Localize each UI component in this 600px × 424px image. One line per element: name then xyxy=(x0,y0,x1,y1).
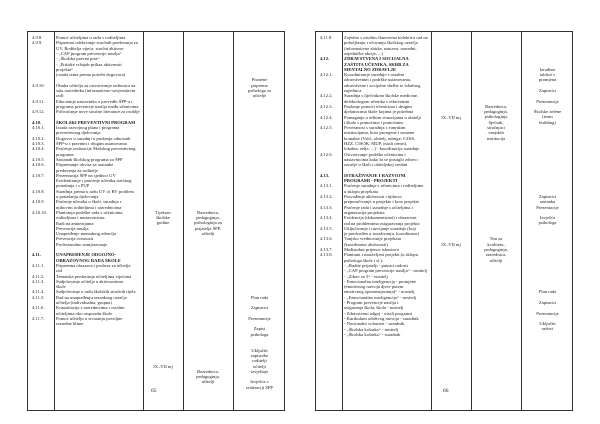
activity-text: Sudjelovanje učitelja u aktivnostima xyxy=(56,278,123,284)
evaluation-cell-line: Prezentacije xyxy=(536,204,559,210)
activity-text: - Program prevencije nasilja i xyxy=(344,300,399,305)
responsible-cell xyxy=(471,104,521,141)
responsible-cell-line: kvalitetu, xyxy=(487,241,505,247)
activity-number: 4.9.11. xyxy=(32,98,45,104)
right-page-number: 66 xyxy=(443,388,449,394)
column-divider xyxy=(471,32,472,410)
activity-text: i škole s pomoćima i pomoćnim xyxy=(344,119,403,125)
activity-text: organizacija projekata xyxy=(344,209,385,215)
evaluation-cell-line: Školske zelene xyxy=(533,109,562,115)
activity-text: - „CAP program prevencije nasilja“ xyxy=(56,50,122,56)
activity-number: 4.9.10. xyxy=(32,82,45,88)
time-frame-cell-line: školske xyxy=(156,215,170,221)
responsible-cell-line: stručnjaci xyxy=(487,125,505,131)
responsible-cell-line: pedagoginja, xyxy=(484,109,508,115)
activity-number: 4.11.3. xyxy=(32,278,45,284)
activity-number: 4.10.6. xyxy=(32,162,45,168)
activity-text: Sastanak školskog programa za ŠPP xyxy=(56,156,123,162)
responsible-cell-line: institucija xyxy=(486,135,506,141)
activity-number: 4.10.5. xyxy=(32,156,45,162)
evaluation-cell-line: Zapisnici xyxy=(538,87,557,93)
activity-text: - „Pritiske vršnjak-prikaz aktivnosti xyxy=(56,61,122,67)
activity-text: Izrada razvojnog plana i programa xyxy=(56,125,120,131)
evaluation-cell-line: izvještaje xyxy=(250,368,269,374)
responsible-cell-line: psihologinja za xyxy=(194,220,222,226)
responsible-cell-line: pedagoginja, xyxy=(196,215,220,221)
evaluation-cell-line: (team xyxy=(542,114,553,120)
activity-text: - „CAP program prevencije nasilja“ - nositelj xyxy=(344,268,428,274)
activity-text: je predvođen u istraživanju, koordinator) xyxy=(344,231,420,237)
activity-text: Prezentacija ŠPP na sjednici UV xyxy=(56,172,116,178)
activity-number: 4.10.7. xyxy=(32,172,45,178)
activity-text: Ostvarivanje podrške učenicima i xyxy=(344,151,406,157)
column-divider xyxy=(431,32,432,410)
activity-number: 4.13. xyxy=(320,172,330,178)
activity-text: ZAŠTITA UČENIKA, SKRB ZA xyxy=(344,61,409,67)
activity-text: zdravstvenim i podrške ustanovama, xyxy=(344,77,412,83)
responsible-cell-line: prijatelja ŠPP, xyxy=(195,225,221,231)
responsible-cell-line: Razrednica, xyxy=(197,209,219,215)
activity-number: 4.10. xyxy=(32,119,42,125)
activity-text: Vanjsko vrednovanje projekata xyxy=(344,236,401,242)
activity-text: Planiranja podrške rada s učenicima, xyxy=(56,209,124,215)
activity-number: 4.9.9. xyxy=(32,40,43,46)
activity-number: 4.13.2. xyxy=(320,194,333,199)
activity-text: Pripremna obrazaca i poslova za učitelja xyxy=(56,262,131,268)
activity-text: Profesionalno usmjeravanje xyxy=(56,241,108,247)
activity-number: 4.9.8. xyxy=(32,35,43,40)
activity-text: Planirani i nastavljeni projekti (u sklopu xyxy=(344,252,418,258)
right-activity-table xyxy=(315,31,573,411)
activity-text: ponašanja i s PUP xyxy=(56,183,90,189)
activity-number: 4.10.9. xyxy=(32,199,45,205)
evaluation-cell-line: Zapisi xyxy=(253,326,266,332)
activity-number: 4.11.2. xyxy=(32,273,45,279)
responsible-cell-line: učitelji xyxy=(201,379,215,385)
activity-text: - „Školska pravna pisa“ xyxy=(56,56,100,62)
activity-text: - „Zdrav za 5“ - nositelj xyxy=(344,273,388,279)
activity-text: Konzultacija s razrednicima i ostalim xyxy=(56,305,125,311)
activity-text: Pomoć učitelju u stvaranju povoljne xyxy=(56,315,123,321)
activity-text: MENTALNO ZDRAVLJE xyxy=(344,66,397,72)
time-frame-cell-line: IX–VII mj xyxy=(153,363,173,369)
activity-text: učitelja (individualna, grupna) xyxy=(56,300,112,305)
evaluation-cell-line: učitelje xyxy=(252,93,267,99)
activity-text: HZZ, CISOK, MUP, ostali centri), xyxy=(344,141,408,146)
activity-text: Prevencija nasilja xyxy=(56,225,89,231)
evaluation-cell-line: Zapisnici xyxy=(538,194,557,199)
activity-text: - „Emocionalna inteligencija“ - nositelj xyxy=(344,294,417,300)
activity-text: Pružanje pomoći učenicima i drugim xyxy=(344,103,412,109)
activity-text: Pripremai održavanje stručnih predavanja za xyxy=(56,40,138,46)
activity-text: UV, Roditelja vijeća, stručni aktivne: xyxy=(56,45,125,51)
evaluation-cell-line: Uključiti xyxy=(251,347,268,353)
activity-text: programa xyxy=(56,151,74,157)
evaluation-cell-line: zapisnike xyxy=(250,352,269,358)
evaluation-cell xyxy=(233,77,286,98)
activity-text: Unapređenje mentalnog zdravlja xyxy=(56,231,116,237)
activity-text: psihologa škole i sl.): xyxy=(344,257,384,263)
evaluation-cell-line: Izvješća xyxy=(539,215,556,221)
evaluation-cell-line: realizaciji ŠPP xyxy=(246,384,273,390)
activity-number: 4.10.2. xyxy=(32,135,45,141)
time-frame-cell-line: IX–VII mj xyxy=(441,241,461,247)
responsible-cell-line: Razrednica, xyxy=(197,368,219,374)
activity-text: Prihvaćanje nove stručne literature za osoblje xyxy=(56,109,140,115)
responsible-cell-line: Razrednica, xyxy=(485,103,507,109)
activity-number: 4.11.7. xyxy=(32,315,45,321)
activity-text: Suradnja prema u radu UV i/i RV problem xyxy=(56,188,134,194)
left-activity-table xyxy=(27,31,285,411)
activity-text: Praćenje učenika u školi, suradnja s xyxy=(56,199,122,205)
time-frame-cell-line: IX–VII mj xyxy=(441,114,461,120)
activity-text: - Nacionalni volonteri - suradnik xyxy=(344,321,405,327)
activity-text: Dogovor o suradnji u pružanju odnosnih xyxy=(56,135,131,141)
activity-number: 4.9.12. xyxy=(32,109,45,115)
responsible-cell-line: pedagoginja, xyxy=(484,246,508,252)
activity-text: Pomoć učiteljima u radu s roditeljima xyxy=(56,35,126,40)
evaluation-cell-line: building) xyxy=(539,119,556,125)
activity-number: 4.13.3. xyxy=(320,204,333,210)
activity-text: PROGRAMI - PROJEKTI xyxy=(344,178,398,184)
activity-text: - Emocionalna inteligencija - promjene xyxy=(344,278,416,284)
evaluation-cell-line: Izvješća o xyxy=(250,379,269,385)
activity-number: 4.12. xyxy=(320,56,330,62)
activity-text: ŠPP-u s pravnim i drugim ustanovama xyxy=(56,141,127,146)
activity-text: Educiranje nastavnika o provedbi ŠPP-a i xyxy=(56,98,133,104)
activity-text: preventivnog djelovanja xyxy=(56,130,101,136)
activity-text: emotivnog opismenjavanja)“ - nositelj xyxy=(344,289,415,295)
activity-text: Rad na unapređenju razrednog ozračja xyxy=(56,294,127,300)
evaluation-cell-line: Prezentacije xyxy=(248,315,271,321)
activity-text: Povezanost s suradnja s vanjskim xyxy=(344,125,406,131)
evaluation-cell xyxy=(233,295,286,337)
evaluation-cell-line: Plan rada xyxy=(538,289,557,295)
activity-number: 4.13.7. xyxy=(320,247,333,252)
activity-text: Radi na amnezijama xyxy=(56,220,94,226)
activity-text: programa prevencije nasilja među učenicima xyxy=(56,103,139,109)
time-frame-cell xyxy=(431,115,471,120)
activity-text: (informativne zbirke, nastavu, razredni, xyxy=(344,45,417,51)
activity-text: ZDRAVSTVENA I SOCIJALNA xyxy=(344,56,409,62)
time-frame-cell xyxy=(143,210,183,226)
activity-text: - „Školska košarka“ - nositelj xyxy=(344,326,399,332)
evaluation-cell-line: Izrađene xyxy=(539,66,556,72)
activity-text: projekta“ xyxy=(56,66,74,72)
right-page xyxy=(300,0,600,424)
activity-number: 4.11.8. xyxy=(320,35,333,40)
evaluation-cell-line: Prezentacije xyxy=(536,98,559,104)
evaluation-cell xyxy=(521,289,574,331)
activity-text: škole xyxy=(56,284,66,290)
responsible-cell-line: pedagoginja, xyxy=(196,374,220,380)
responsible-cell-line: liječnik, xyxy=(488,119,504,125)
activity-text: rad) xyxy=(56,93,64,99)
evaluation-cell-line: tablice s xyxy=(539,72,556,78)
evaluation-cell-line: radovi xyxy=(541,326,554,332)
activity-text: zdravstvene i socijalne službe iz lokalnog xyxy=(344,82,421,88)
activity-number: 4.11.4. xyxy=(32,289,45,295)
activity-text: Koordiniranje suradnje s ostalim xyxy=(344,72,405,78)
activity-text: rad na problemima osiguravanja projekta xyxy=(344,220,420,226)
column-divider xyxy=(54,32,55,410)
responsible-cell-line: vanjskih xyxy=(488,130,504,136)
evaluation-cell-line: Zapisnici xyxy=(538,299,557,305)
activity-text: Pomaganje u teškim situacijama u obitelji xyxy=(344,114,421,120)
responsible-cell-line: Tim za xyxy=(489,236,503,242)
activity-text: OBRAZOVNOG RADA ŠKOLE xyxy=(56,257,121,263)
activity-text: predavanja za roditelje xyxy=(56,167,98,173)
activity-text: ozračje u školi i obiteljskoj sredini xyxy=(344,162,408,168)
activity-number: 4.11. xyxy=(32,252,41,258)
activity-text: institucijama, kroz promjene i usmene xyxy=(344,130,415,136)
activity-text: Zajedno s ostalim članovima kolektiva rad na xyxy=(344,35,428,40)
activity-text: u ponašanju djelovanja xyxy=(56,194,99,199)
activity-number: 4.13.5. xyxy=(320,225,333,231)
activity-text: Praćenje rada i suradnje s učiteljima i xyxy=(344,204,413,210)
activity-number: 4.13.4. xyxy=(320,215,333,221)
activity-text: Provođenje aktivnosti i njihovo xyxy=(344,194,402,199)
activity-number: 4.10.1. xyxy=(32,125,45,131)
time-frame-cell-line: godine xyxy=(156,220,170,226)
activity-text: zajednica xyxy=(344,88,362,93)
activity-text: Evidencija (dokumentirani) i obrazovni xyxy=(344,215,417,221)
responsible-cell-line: razrednica, xyxy=(485,252,507,258)
activity-text: - „Budite prijatelji - putnici radosti xyxy=(344,262,408,268)
responsible-cell-line: učitelji xyxy=(489,257,503,263)
evaluation-cell-line: Zapisnici xyxy=(250,305,269,311)
responsible-cell xyxy=(471,236,521,262)
activity-text: Sudjelovanje u radu školskih stručnih tijela xyxy=(56,289,136,295)
responsible-cell xyxy=(183,369,233,385)
activity-number: 4.12.6. xyxy=(320,151,333,157)
activity-number: 4.13.6. xyxy=(320,236,333,242)
activity-number: 4.11.6. xyxy=(32,305,45,311)
evaluation-cell xyxy=(521,67,574,125)
activity-text: Međusobni prijenos iskustava xyxy=(344,247,399,252)
evaluation-cell xyxy=(521,194,574,226)
activity-text: (ostala tema prema potrebi dogovora) xyxy=(56,72,126,78)
activity-text: lokalna, zelje, ...) - koordinacija suradnje xyxy=(344,146,420,152)
evaluation-cell-line: Pismene xyxy=(251,77,268,83)
evaluation-cell-line: učitelji xyxy=(253,363,266,369)
activity-text: nastavnicima kako bi se postiglo zdravo xyxy=(344,156,418,162)
activity-text: osiguranja škola, škola - nositelj xyxy=(344,305,404,311)
activity-text: roditeljima i nastavnicima: xyxy=(56,215,106,221)
activity-text: zajedničke akcije, ...) xyxy=(344,50,384,56)
column-divider xyxy=(342,32,343,410)
responsible-cell xyxy=(183,210,233,236)
activity-text: satu razrednika (informativno-savjetodavni xyxy=(56,88,136,93)
activity-text: Evidentiranje i praćenje učenika rizičnog xyxy=(56,178,132,184)
activity-text: kontakte (Vrtić, obitelj, udruge, CZSS, xyxy=(344,135,416,141)
activity-text: djelatnicima škole kojima je potrebna xyxy=(344,109,414,115)
activity-text: Praćenje realizacije Školskog preventivnog xyxy=(56,146,136,152)
activity-text: ISTRAŽIVANJE I RAZVOJNI xyxy=(344,172,406,178)
time-frame-cell xyxy=(431,242,471,247)
activity-number: 4.10.10. xyxy=(32,209,47,215)
activity-text: preporučivanje u projekte i kroz projekte xyxy=(344,199,420,205)
evaluation-cell-line: psihologa xyxy=(250,331,269,337)
activity-text: njihovim roditeljima i razrednicima xyxy=(56,204,122,210)
activity-text: Tematska predavanja učiteljima vijećima xyxy=(56,273,132,279)
activity-text: - „Školska košarka“ - suradnik xyxy=(344,331,401,337)
activity-text: (koordinator aktivnosti) xyxy=(344,241,388,247)
time-frame-cell xyxy=(143,364,183,369)
activity-text: UNAPREĐENJE ODGOJNO- xyxy=(56,252,117,258)
activity-number: 4.12.1. xyxy=(320,72,333,78)
activity-text: Uključivanje i razvijanje suradnje (koji xyxy=(344,225,416,231)
left-page-number: 65 xyxy=(151,388,157,394)
activity-text: Praćenje suradnje s učenicima i roditeljima xyxy=(344,183,424,189)
activity-text: učiteljima oko rasporeda škole xyxy=(56,310,113,316)
activity-number: 4.13.8. xyxy=(320,252,333,258)
time-frame-cell-line: Tijekom xyxy=(155,209,171,215)
activity-text: ŠKOLSKI PREVENTIVNI PROGRAM xyxy=(56,119,136,125)
activity-text: defektologom učenika s otkrivenim xyxy=(344,98,410,104)
activity-text: - Kurikulum održivog razvoja - suradnik xyxy=(344,315,419,321)
activity-text: poboljšanju i očuvanju školskog ozračja xyxy=(344,40,418,46)
evaluation-cell-line: pripreme xyxy=(251,82,268,88)
activity-text: razredne klime xyxy=(56,321,84,327)
activity-number: 4.10.3. xyxy=(32,141,45,146)
activity-text: u sklopu projekata xyxy=(344,188,378,194)
activity-number: 4.13.1. xyxy=(320,183,333,189)
activity-text: - Zdravstveni odgoj - ostali programi xyxy=(344,310,412,316)
activity-text: Obuka učitelja za ostvarivanje radionica na xyxy=(56,82,136,88)
activity-number: 4.10.4. xyxy=(32,146,45,152)
activity-text: Pripremanje okvira za sastanke xyxy=(56,162,114,168)
evaluation-cell-line: roditelji xyxy=(252,358,267,364)
activity-number: 4.12.3. xyxy=(320,103,333,109)
activity-number: 4.11.5. xyxy=(32,294,45,300)
evaluation-cell-line: promjena xyxy=(538,77,557,83)
evaluation-cell xyxy=(233,348,286,390)
responsible-cell-line: psihologinja xyxy=(484,114,508,120)
evaluation-cell-line: Uključiti xyxy=(539,321,556,327)
evaluation-cell-line: psihologa xyxy=(538,220,557,226)
responsible-cell-line: učitelji xyxy=(201,231,215,237)
activity-number: 4.12.4. xyxy=(320,114,333,120)
activity-number: 4.12.2. xyxy=(320,93,333,99)
evaluation-cell-line: Prezentacije xyxy=(536,310,559,316)
evaluation-cell-line: psihologa za xyxy=(247,87,272,93)
activity-text: Suradnja s liječnikom školske medicine, xyxy=(344,93,419,99)
evaluation-cell-line: Plan rada xyxy=(250,294,269,300)
evaluation-cell-line: sastanka xyxy=(539,199,556,205)
activity-number: 4.12.5. xyxy=(320,125,333,131)
activity-text: rad xyxy=(56,268,62,274)
activity-number: 4.10.8. xyxy=(32,188,45,194)
activity-number: 4.11.1. xyxy=(32,262,45,268)
activity-text: (emotivnog razvoja djece putem xyxy=(344,284,404,290)
activity-text: Prevencija ovisnosti xyxy=(56,236,94,242)
